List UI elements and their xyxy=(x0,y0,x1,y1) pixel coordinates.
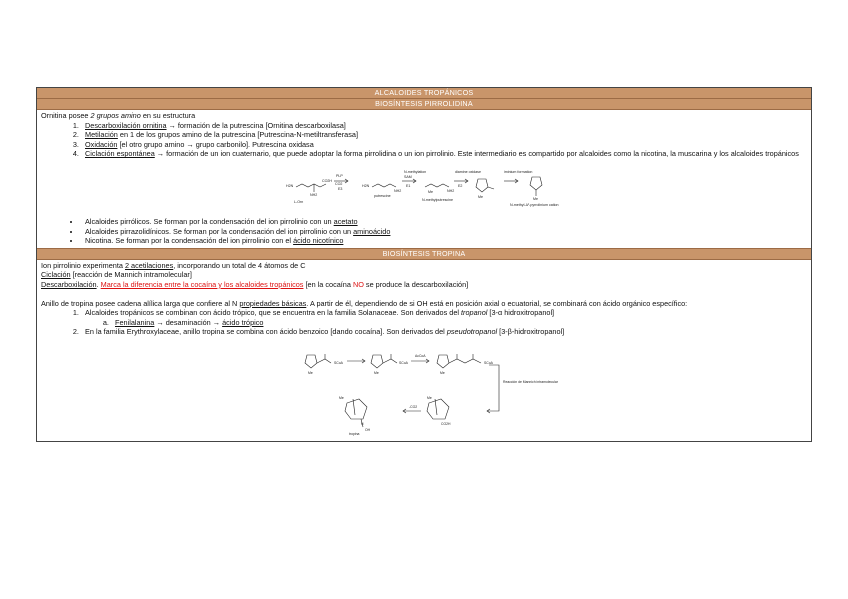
step-item xyxy=(81,149,807,159)
cyclization-line xyxy=(41,270,807,280)
para-term: propiedades básicas xyxy=(239,298,307,308)
me-label-3: Me xyxy=(440,370,445,375)
plp-label: PLP xyxy=(335,173,343,178)
tropina-list xyxy=(41,308,807,337)
item-text-end: [3-β-hidroxitropanol] xyxy=(497,327,565,337)
me-label-5: Me xyxy=(339,395,344,400)
decarboxylation-line xyxy=(41,280,807,290)
step-term: Oxidación xyxy=(85,139,118,149)
sub-list-item xyxy=(111,318,807,328)
pyrrolinium-biosynthesis-scheme xyxy=(282,165,567,213)
para-text: Anillo de tropina posee cadena alílica larga que confiere al N xyxy=(41,298,240,308)
intro-text-end: en su estructura xyxy=(140,111,196,120)
item-text: Alcaloides tropánicos se combinan con ácido trópico, que se encuentra en la familia Solanaceae. Son derivados del xyxy=(85,308,462,318)
line-text-end: se produce la descarboxilación] xyxy=(363,279,469,289)
sub-term-2: ácido trópico xyxy=(222,317,264,327)
bullet-term: aminoácido xyxy=(353,226,391,236)
tropine-biosynthesis-scheme xyxy=(299,347,558,437)
list-item xyxy=(81,236,807,246)
bullet-text: Alcaloides pirrólicos. Se forman por la condensación del ion pirrolinio con un xyxy=(85,216,334,226)
h2n-label-2: H2N xyxy=(361,183,369,188)
oh-label: OH xyxy=(365,427,371,432)
sub-list xyxy=(85,318,807,328)
spacer xyxy=(41,290,807,299)
step-term: Descarboxilación ornitina xyxy=(85,120,167,130)
item-text-end: [3-α hidroxitropanol] xyxy=(487,308,555,318)
me-label: Me xyxy=(427,189,433,194)
line-text: Ion pirrolinio experimenta xyxy=(41,260,125,270)
list-item xyxy=(81,227,807,237)
no-highlight: NO xyxy=(352,279,364,289)
line-term: 2 acetilaciones xyxy=(124,260,174,270)
para-text-end: . A partir de él, dependiendo de si OH está en posición axial o ecuatorial, se combinará con ácido orgánico específico: xyxy=(306,298,688,308)
me-label-3: Me xyxy=(532,196,538,201)
line-text-end: [reacción de Mannich intramolecular] xyxy=(70,270,192,280)
n-methylputrescine-label: N-methylputrescine xyxy=(421,197,453,202)
section-pirrolidina xyxy=(37,110,811,248)
step-term: Metilación xyxy=(85,130,118,140)
e3-label: E3 xyxy=(337,186,342,191)
intro-text: Ornitina posee xyxy=(41,111,91,120)
tropina-label: tropina xyxy=(349,431,360,436)
line-text: [en la cocaína xyxy=(303,279,353,289)
nh2-label-3: NH2 xyxy=(446,188,454,193)
me-label-2: Me xyxy=(374,370,379,375)
mannich-label: Reacción de Mannich intramolecular xyxy=(503,379,558,384)
step-text: [el otro grupo amino → grupo carbonilo]. Putrescina oxidasa xyxy=(117,139,314,149)
ornitina-intro xyxy=(41,111,807,121)
step-text: → formación de un ion cuaternario, que puede adoptar la forma pirrolidina o un ion pirrolinio. Este intermediario es compartido por alcaloides como la nicotina, la muscarina y los alcaloides tropánicos xyxy=(154,149,799,159)
line-text-end: , incorporando un total de 4 átomos de C xyxy=(173,260,306,270)
alkaloids-table xyxy=(36,87,812,442)
h2n-label: H2N xyxy=(285,183,293,188)
list-item xyxy=(81,308,807,327)
highlight-text: Marca la diferencia entre la cocaína y los alcaloides tropánicos xyxy=(100,279,304,289)
e2-label: E2 xyxy=(457,183,462,188)
list-item xyxy=(81,217,807,227)
line-punct: . xyxy=(96,279,101,289)
l-orn-label: L-Orn xyxy=(293,199,303,204)
scoa-label-3: SCoA xyxy=(484,360,493,365)
minus-co2-label: -CO2 xyxy=(409,404,418,409)
diamine-oxidase-label: diamine oxidase xyxy=(454,169,481,174)
nh2-label-2: NH2 xyxy=(393,188,401,193)
bullet-term: acetato xyxy=(333,216,358,226)
nh2-label: NH2 xyxy=(309,192,317,197)
section-header-pirrolidina: BIOSÍNTESIS PIRROLIDINA xyxy=(37,99,811,110)
scoa-label: SCoA xyxy=(334,360,343,365)
list-item xyxy=(81,327,807,337)
e1-label: E1 xyxy=(405,183,410,188)
iminium-formation-label: iminium formation xyxy=(503,169,532,174)
bullet-text: Alcaloides pirrazolidínicos. Se forman por la condensación del ion pirrolinio con un xyxy=(85,226,354,236)
accoa-label: AcCoA xyxy=(415,353,426,358)
line-term: Ciclación xyxy=(41,270,71,280)
co2h-label: CO2H xyxy=(441,421,451,426)
co2h-label: CO2H xyxy=(321,178,332,183)
item-italic: tropanol xyxy=(461,308,488,318)
section-header-tropina: BIOSÍNTESIS TROPINA xyxy=(37,248,811,260)
co2-label: CO2 xyxy=(334,181,342,186)
h-label: H xyxy=(361,421,364,426)
bullet-term: ácido nicotínico xyxy=(293,236,344,246)
me-label: Me xyxy=(308,370,313,375)
bullet-text: Nicotina. Se forman por la condensación del ion pirrolinio con el xyxy=(85,236,294,246)
sub-text: → desaminación → xyxy=(154,317,223,327)
step-text: → formación de la putrescina [Ornitina descarboxilasa] xyxy=(166,120,346,130)
step-text: en 1 de los grupos amino de la putrescina [Putrescina-N-metiltransferasa] xyxy=(117,130,358,140)
tropine-ring-paragraph xyxy=(41,299,807,309)
sam-label: SAM xyxy=(403,174,412,179)
intro-italic: 2 grupos amino xyxy=(90,111,141,120)
step-item xyxy=(81,130,807,140)
pirrolidina-steps xyxy=(41,121,807,159)
putrescine-label: putrescine xyxy=(373,193,391,198)
item-text: En la familia Erythroxylaceae, anillo tropina se combina con ácido benzoico [dando cocaína]. Son derivados del xyxy=(85,327,447,337)
n-methylation-label: N-methylation xyxy=(403,169,426,174)
sub-term: Fenilalanina xyxy=(115,317,155,327)
section-tropina xyxy=(37,260,811,441)
step-item xyxy=(81,140,807,150)
pyrrolinium-cation-label: N-methyl-Δ¹-pyrrolinium cation xyxy=(509,202,559,207)
step-item xyxy=(81,121,807,131)
item-italic: pseudotropanol xyxy=(446,327,498,337)
table-title: ALCALOIDES TROPÁNICOS xyxy=(37,88,811,99)
scoa-label-2: SCoA xyxy=(399,360,408,365)
line-term: Descarboxilación xyxy=(41,279,97,289)
pirrolidina-derivatives xyxy=(41,217,807,246)
me-label-2: Me xyxy=(477,194,483,199)
acetylation-line xyxy=(41,261,807,271)
me-label-4: Me xyxy=(427,395,432,400)
step-term: Ciclación espontánea xyxy=(85,149,155,159)
